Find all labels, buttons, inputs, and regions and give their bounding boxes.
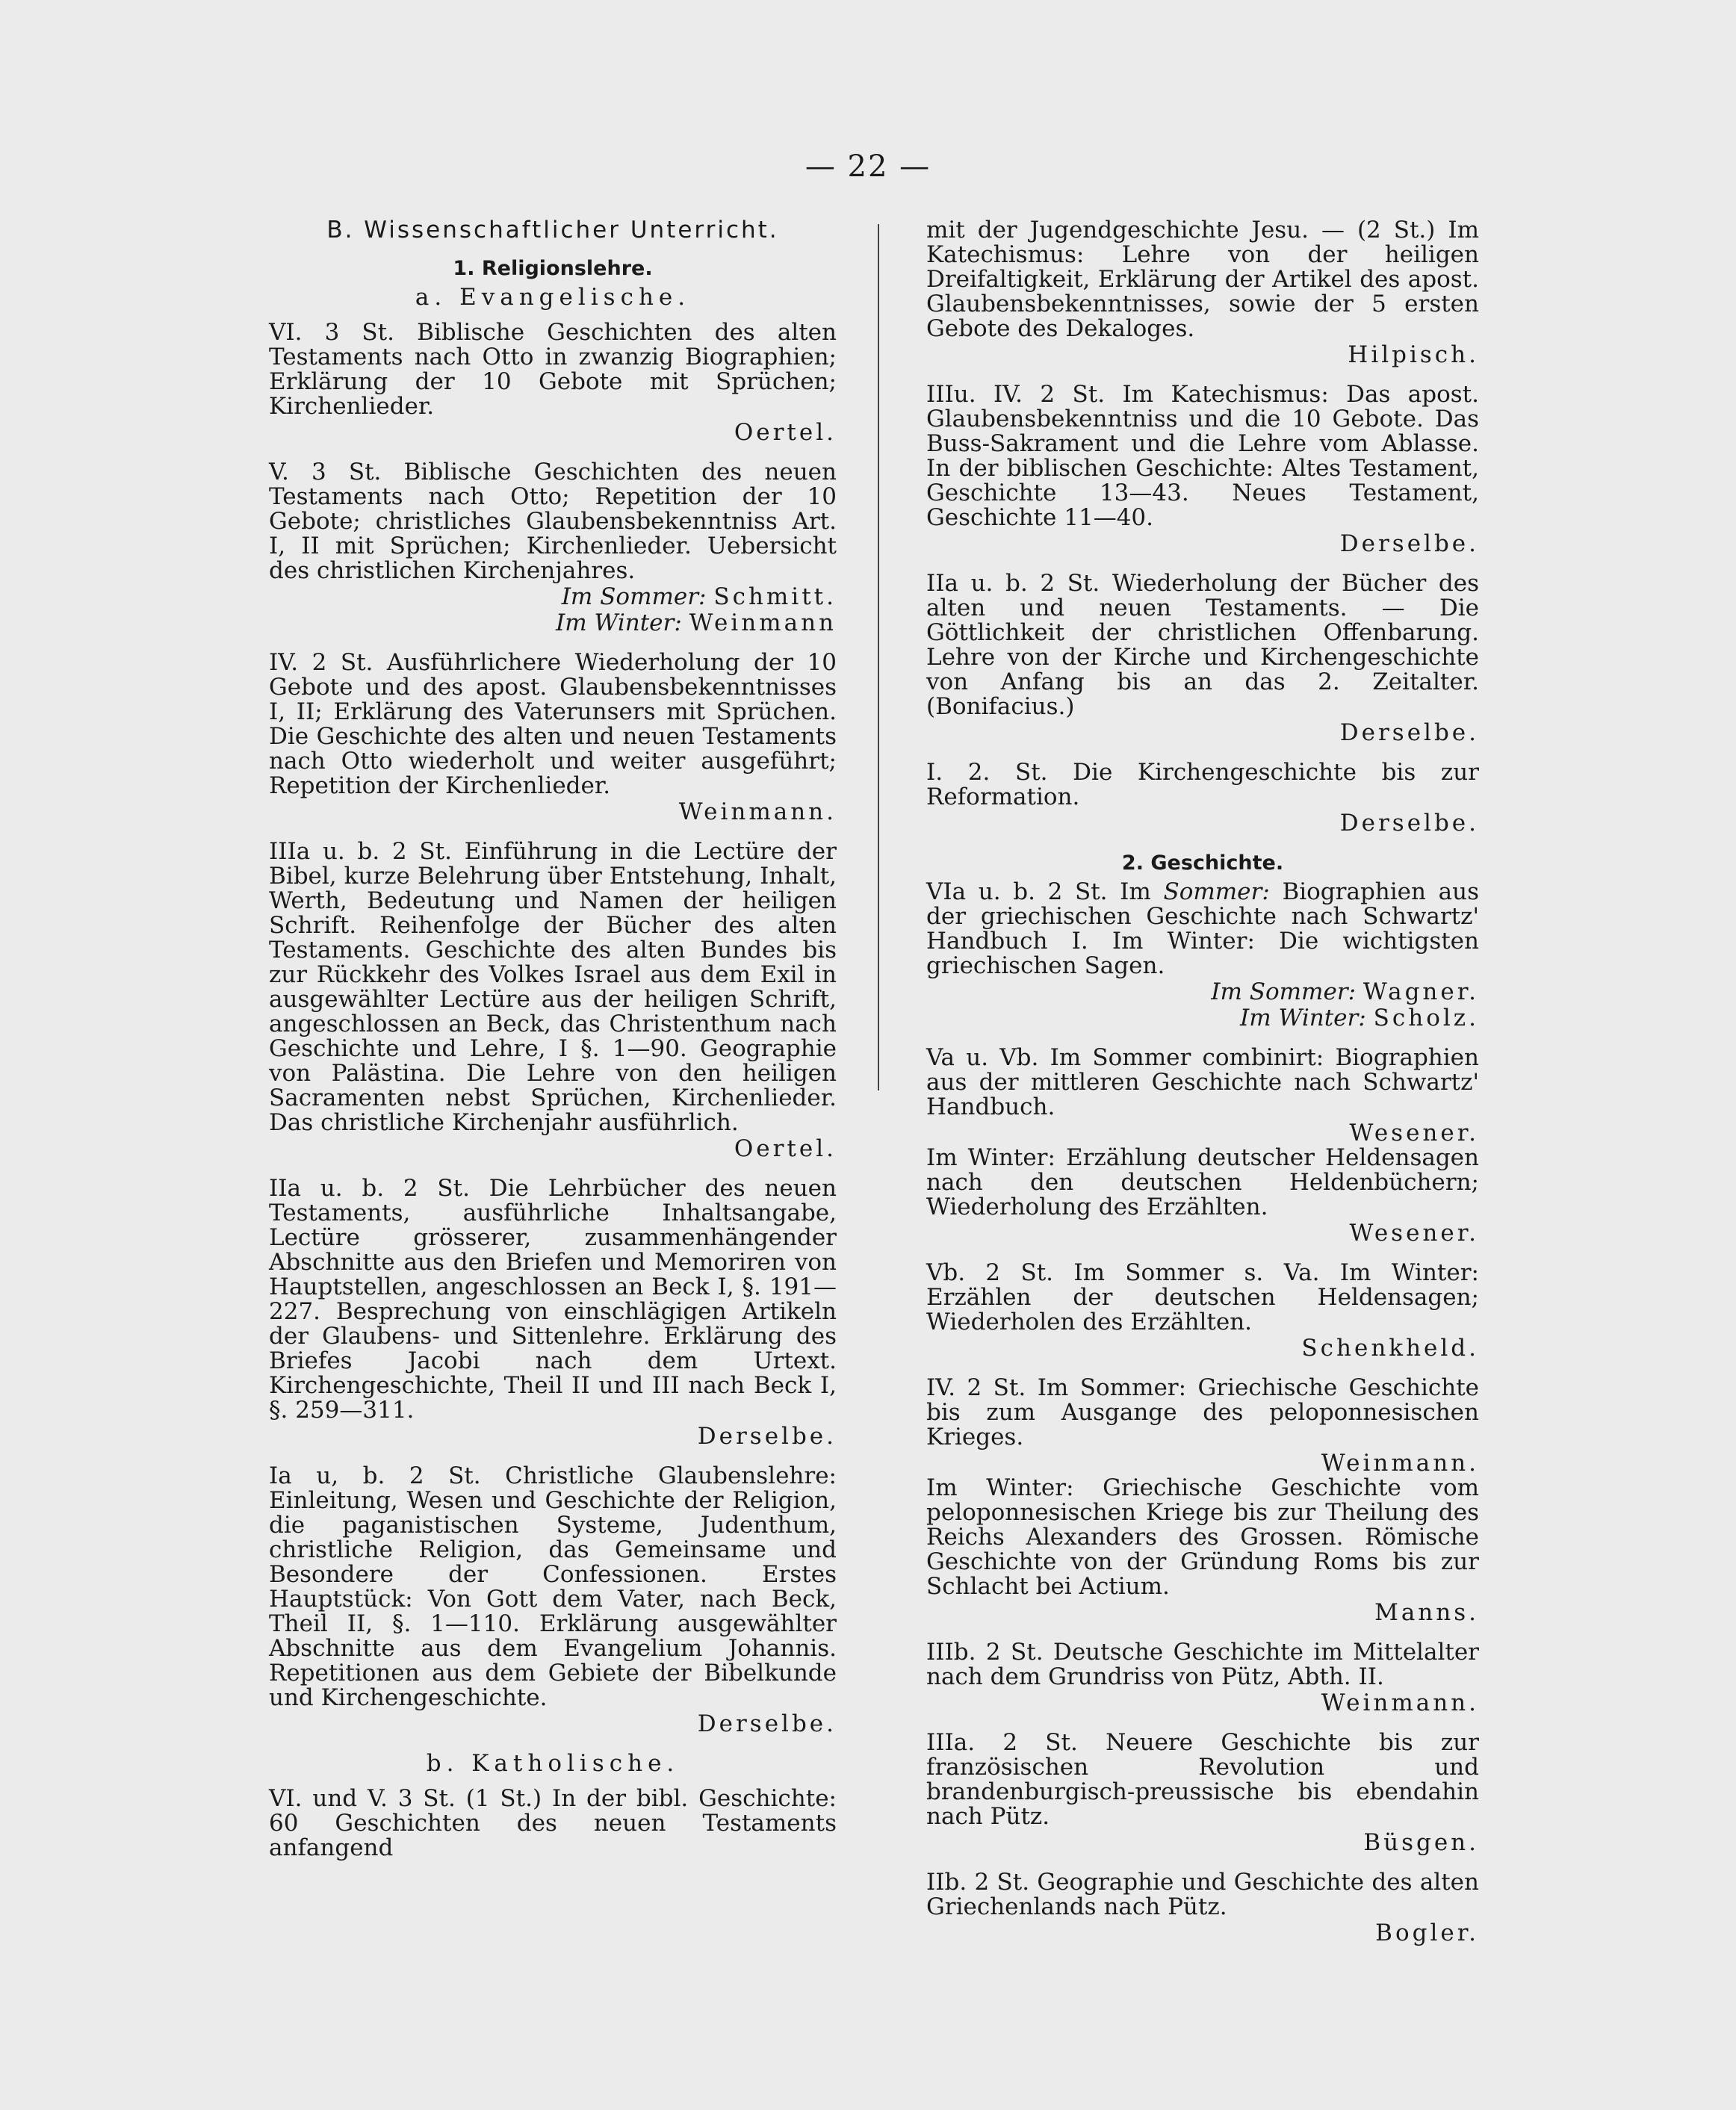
class-label: IV. 2 St. bbox=[926, 1374, 1026, 1401]
entry-text: Deutsche Geschichte im Mittelalter nach dem Grundriss von Pütz, Abth. II. bbox=[926, 1639, 1479, 1690]
entry-kath-i bbox=[926, 760, 1479, 836]
entry-hist-iiia bbox=[926, 1731, 1479, 1855]
entry-kath-continued bbox=[926, 218, 1479, 367]
entry-text: Neuere Geschichte bis zur französischen Revolution und brandenburgisch-preussische bis ebendahin nach Pütz. bbox=[926, 1729, 1480, 1830]
entry-iv bbox=[269, 651, 837, 825]
class-label: IV. 2 St. bbox=[269, 649, 373, 676]
entry-kath-iia bbox=[926, 571, 1479, 745]
entry-kath-vi-v bbox=[269, 1787, 837, 1861]
entry-text: mit der Jugendgeschichte Jesu. — (2 St.) Im Katechismus: Lehre von der heiligen Dreifaltigkeit, Erklärung der Artikel des apost. Glaubensbekenntnisses, sowie der 5 ersten Gebote des Dekaloges. bbox=[926, 217, 1479, 342]
teacher-name: Derselbe. bbox=[1339, 719, 1479, 746]
entry-text: (1 St.) In der bibl. Geschichte: 60 Geschichten des neuen Testaments anfangend bbox=[269, 1785, 837, 1861]
religion-heading: 1. Religionslehre. bbox=[453, 257, 653, 280]
entry-text: Biblische Geschichten des neuen Testaments nach Otto; Repetition der 10 Gebote; christliches Glaubensbekenntniss Art. I, II mit Sprüchen; Kirchenlieder. Uebersicht des christlichen Kirchenjahres. bbox=[269, 459, 837, 584]
teacher-name: Schmitt. bbox=[713, 583, 837, 610]
teacher-name: Hilpisch. bbox=[1348, 341, 1479, 368]
teacher-name: Derselbe. bbox=[697, 1423, 837, 1450]
teacher-name: Weinmann bbox=[689, 609, 837, 636]
entry-pre: Im bbox=[1120, 878, 1151, 905]
entry-vi bbox=[269, 320, 837, 445]
teacher-name: Wagner. bbox=[1363, 978, 1479, 1005]
entry-note: Im Winter: Griechische Geschichte vom peloponnesischen Kriege bis zur Theilung des Reichs Alexanders des Grossen. Römische Geschichte von der Gründung Roms bis zur Schlacht bei Actium. bbox=[926, 1474, 1479, 1600]
entry-text: Im Sommer: Griechische Geschichte bis zum Ausgange des peloponnesischen Krieges. bbox=[926, 1374, 1480, 1450]
teacher-name: Schenkheld. bbox=[1301, 1335, 1479, 1362]
entry-kath-iii-iv bbox=[926, 382, 1479, 556]
entry-note: Im Winter: Erzählung deutscher Heldensagen nach den deutschen Heldenbüchern; Wiederholung des Erzählten. bbox=[926, 1144, 1479, 1220]
class-label: IIIu. IV. 2 St. bbox=[926, 381, 1106, 408]
entry-text: Biblische Geschichten des alten Testaments nach Otto in zwanzig Biographien; Erklärung der 10 Gebote mit Sprüchen; Kirchenlieder. bbox=[269, 319, 837, 420]
teacher-name: Weinmann. bbox=[678, 798, 837, 825]
entry-text: Wiederholung der Bücher des alten und neuen Testaments. — Die Göttlichkeit der christlichen Offenbarung. Lehre von der Kirche und Kirchengeschichte von Anfang bis an das 2. Zeitalter. (Bonifacius.) bbox=[926, 570, 1479, 720]
class-label: VI. und V. 3 St. bbox=[269, 1785, 456, 1812]
entry-hist-va-vb bbox=[926, 1046, 1479, 1246]
entry-text: Im Sommer s. Va. Im Winter: Erzählen der deutschen Heldensagen; Wiederholen des Erzählten. bbox=[926, 1259, 1479, 1335]
teacher-name: Derselbe. bbox=[1339, 810, 1479, 837]
summer-label: Im Sommer: bbox=[561, 583, 707, 610]
class-label: IIIb. 2 St. bbox=[926, 1639, 1044, 1666]
entry-ia bbox=[269, 1464, 837, 1737]
class-label: V. 3 St. bbox=[269, 459, 382, 485]
class-label: IIa u. b. 2 St. bbox=[269, 1175, 470, 1202]
entry-text: Die Lehrbücher des neuen Testaments, ausführliche Inhaltsangabe, Lectüre grösserer, zusammenhängender Abschnitte aus den Briefen und Memoriren von Hauptstellen, angeschlossen an Beck I, §. 191—227. Besprechung von einschlägigen Artikeln der Glaubens- und Sittenlehre. Erklärung des Briefes Jacobi nach dem Urtext. Kirchengeschichte, Theil II und III nach Beck I, §. 259—311. bbox=[269, 1175, 837, 1424]
entry-text: Einführung in die Lectüre der Bibel, kurze Belehrung über Entstehung, Inhalt, Werth, Bedeutung und Namen der heiligen Schrift. Reihenfolge der Bücher des alten Testaments. Geschichte des alten Bundes bis zur Rückkehr des Volkes Israel aus dem Exil in ausgewählter Lectüre aus der heiligen Schrift, angeschlossen an Beck, das Christenthum nach Geschichte und Lehre, I §. 1—90. Geographie von Palästina. Die Lehre von den heiligen Sacramenten nebst Sprüchen, Kirchenlieder. Das christliche Kirchenjahr ausführlich. bbox=[269, 838, 837, 1136]
entry-text: Ausführlichere Wiederholung der 10 Gebote und des apost. Glaubensbekenntnisses I, II; Erklärung des Vaterunsers mit Sprüchen. Die Geschichte des alten und neuen Testaments nach Otto wiederholt und weiter ausgeführt; Repetition der Kirchenlieder. bbox=[269, 649, 837, 799]
class-label: I. 2. St. bbox=[926, 759, 1048, 786]
entry-text: Im Sommer combinirt: Biographien aus der mittleren Geschichte nach Schwartz' Handbuch. bbox=[926, 1044, 1479, 1120]
entry-hist-vb bbox=[926, 1261, 1479, 1361]
evangelisch-heading: a. Evangelische. bbox=[415, 284, 691, 311]
winter-label: Im Winter: bbox=[556, 609, 682, 636]
entry-hist-iib bbox=[926, 1870, 1479, 1946]
entry-text: Die Kirchengeschichte bis zur Reformation. bbox=[926, 759, 1480, 810]
entry-hist-iiib bbox=[926, 1640, 1479, 1716]
entry-v bbox=[269, 460, 837, 636]
entry-text: Geographie und Geschichte des alten Griechenlands nach Pütz. bbox=[926, 1869, 1479, 1920]
page-number: — 22 — bbox=[805, 149, 931, 184]
teacher-name: Derselbe. bbox=[697, 1710, 837, 1737]
teacher-name: Oertel. bbox=[734, 1135, 837, 1162]
teacher-name: Weinmann. bbox=[1321, 1450, 1479, 1477]
class-label: Vb. 2 St. bbox=[926, 1259, 1054, 1286]
class-label: IIIa u. b. 2 St. bbox=[269, 838, 452, 865]
entry-text: Biographien aus der griechischen Geschichte nach Schwartz' Handbuch I. Im Winter: Die wichtigsten griechischen Sagen. bbox=[926, 878, 1479, 979]
teacher-name: Weinmann. bbox=[1321, 1689, 1479, 1716]
teacher-name: Manns. bbox=[1374, 1599, 1479, 1626]
class-label: IIa u. b. 2 St. bbox=[926, 570, 1100, 597]
entry-hist-iv bbox=[926, 1376, 1479, 1625]
class-label: IIb. 2 St. bbox=[926, 1869, 1030, 1896]
section-title: B. Wissenschaftlicher Unterricht. bbox=[326, 217, 779, 243]
winter-label: Im Winter: bbox=[1240, 1005, 1366, 1031]
left-column bbox=[269, 218, 837, 1875]
history-heading: 2. Geschichte. bbox=[1121, 851, 1284, 875]
right-column bbox=[926, 218, 1479, 1961]
entry-iia bbox=[269, 1176, 837, 1449]
entry-text: Im Katechismus: Das apost. Glaubensbekenntniss und die 10 Gebote. Das Buss-Sakrament und die Lehre vom Ablasse. In der biblischen Geschichte: Altes Testament, Geschichte 13—43. Neues Testament, Geschichte 11—40. bbox=[926, 381, 1479, 531]
summer-label: Im Sommer: bbox=[1211, 978, 1357, 1005]
class-label: VI. 3 St. bbox=[269, 319, 394, 346]
teacher-name: Derselbe. bbox=[1339, 530, 1479, 557]
katholisch-heading: b. Katholische. bbox=[426, 1750, 680, 1777]
entry-hist-via bbox=[926, 880, 1479, 1031]
teacher-name: Scholz. bbox=[1373, 1005, 1479, 1031]
term-label: Sommer: bbox=[1163, 878, 1270, 905]
teacher-name: Oertel. bbox=[734, 419, 837, 446]
column-divider bbox=[878, 224, 879, 1090]
teacher-name: Wesener. bbox=[1349, 1220, 1479, 1247]
teacher-name: Bogler. bbox=[1375, 1920, 1479, 1946]
class-label: Ia u, b. 2 St. bbox=[269, 1462, 481, 1489]
entry-iiia bbox=[269, 840, 837, 1161]
teacher-name: Wesener. bbox=[1349, 1120, 1479, 1146]
teacher-name: Büsgen. bbox=[1363, 1829, 1479, 1856]
class-label: IIIa. 2 St. bbox=[926, 1729, 1078, 1756]
entry-text: Christliche Glaubenslehre: Einleitung, Wesen und Geschichte der Religion, die paganistischen Systeme, Judenthum, christliche Religion, das Gemeinsame und Besondere der Confessionen. Erstes Hauptstück: Von Gott dem Vater, nach Beck, Theil II, §. 1—110. Erklärung ausgewählter Abschnitte aus dem Evangelium Johannis. Repetitionen aus dem Gebiete der Bibelkunde und Kirchengeschichte. bbox=[269, 1462, 837, 1711]
class-label: VIa u. b. 2 St. bbox=[926, 878, 1108, 905]
class-label: Va u. Vb. bbox=[926, 1044, 1039, 1071]
